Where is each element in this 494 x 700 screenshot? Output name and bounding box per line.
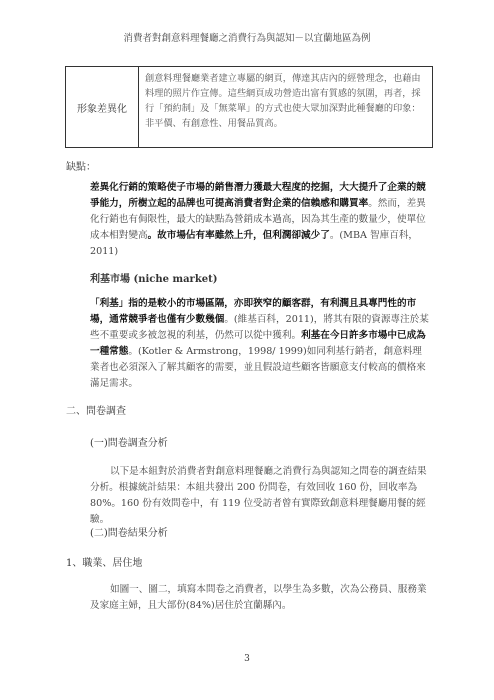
weakness-bold-2: 。故市場佔有率雖然上升，但利潤卻減少了 bbox=[147, 230, 330, 241]
page-number: 3 bbox=[244, 654, 250, 664]
niche-paragraph bbox=[90, 296, 430, 392]
survey-paragraph: 以下是本組對於消費者對創意料理餐廳之消費行為與認知之問卷的調查結果分析。根據統計結果：本組共發出 200 份問卷，有效回收 160 份，回收率為 80%。160 份有效問卷中，有 119 位受訪者曾有實際致創意料理餐廳用餐的經驗。 bbox=[90, 466, 427, 525]
niche-text-2: 。(Kotler & Armstrong，1998/ 1999)如同利基行銷者，創意料理業者也必須深入了解其顧客的需要，並且假設這些顧客皆願意支付較高的價格來滿足需求。 bbox=[90, 346, 426, 389]
result-paragraph: 如圖一、圖二，填寫本問卷之消費者，以學生為多數，次為公務員、服務業及家庭主婦，且大部份(84%)居住於宜蘭縣內。 bbox=[90, 584, 427, 611]
weakness-heading: 缺點： bbox=[66, 162, 96, 173]
niche-heading: 利基市場 (niche market) bbox=[90, 274, 218, 285]
weakness-bold-1: 差異化行銷的策略使子市場的銷售潛力獲最大程度的挖掘，大大提升了企業的競爭能力，所樹立起的品牌也可提高消費者對企業的信賴感和購買率 bbox=[90, 182, 426, 209]
weakness-paragraph bbox=[90, 180, 430, 260]
differentiation-table bbox=[65, 66, 433, 148]
weakness-text-1: 。然而，差異化行銷也有侷限性，最大的缺點為營銷成本過高，因為其生產的數量少，使單位成本相對變高 bbox=[90, 198, 426, 241]
subsection-2-heading: (二)問卷結果分析 bbox=[90, 528, 168, 539]
subsection-1-heading: (一)問卷調查分析 bbox=[90, 438, 168, 449]
table-label: 形象差異化 bbox=[66, 67, 139, 147]
page-header: 消費者對創意料理餐廳之消費行為與認知－以宜蘭地區為例 bbox=[123, 33, 371, 44]
section-2-heading: 二、問卷調查 bbox=[66, 406, 126, 417]
niche-text-1: 。(維基百科，2011)，將其有限的資源專注於某些不重要或多被忽視的利基，仍然可以從中獲利。 bbox=[90, 314, 429, 341]
weakness-text-2: 。(MBA 智庫百科，2011) bbox=[90, 230, 419, 257]
table-content: 創意料理餐廳業者建立專屬的網頁，傳達其店內的經營理念，也藉由料理的照片作宣傳。這些網頁成功營造出富有質感的氛圍，再者，採行「預約制」及「無菜單」的方式也使大眾加深對此種餐廳的印象：非平價、有創意性、用餐品質高。 bbox=[145, 73, 421, 129]
niche-bold-2: 利基在今日許多市場中已成為一種常態 bbox=[90, 330, 426, 357]
niche-bold-1: 「利基」指的是較小的市場區隔，亦即狹窄的顧客群，有利潤且具專門性的市場，通常競爭者也僅有少數幾個 bbox=[90, 298, 417, 325]
item-1-heading: 1、職業、居住地 bbox=[66, 558, 143, 569]
